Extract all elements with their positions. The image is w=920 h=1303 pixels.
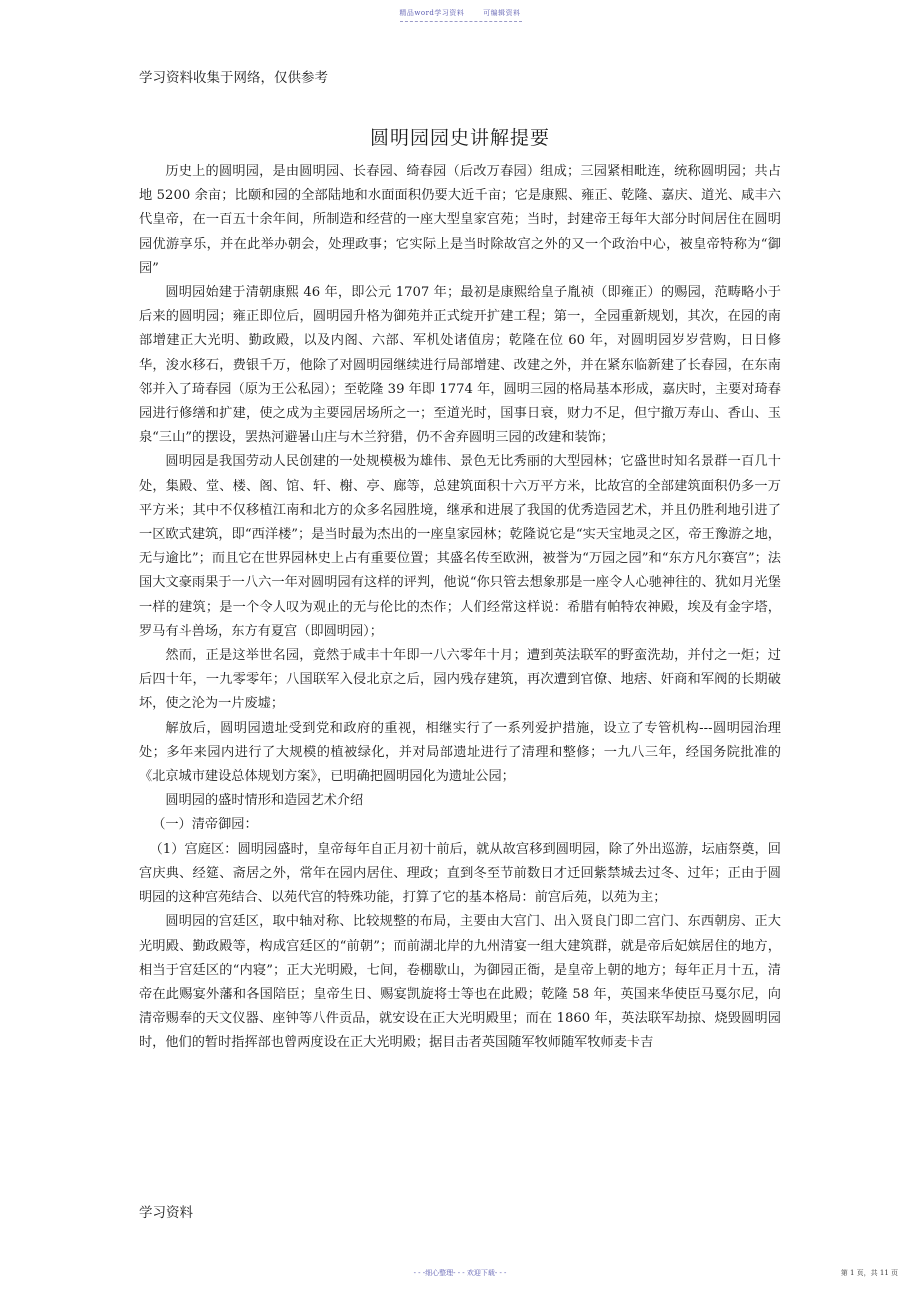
paragraph: （1）宫庭区：圆明园盛时，皇帝每年自正月初十前后，就从故宫移到圆明园，除了外出巡游，坛庙祭奠，回宫庆典、经筵、斋居之外，常年在园内居住、理政；直到冬至节前数日才迁回紫禁城去过冬、过年；正由于圆明园的这种宫苑结合、以苑代宫的特殊功能，打算了它的基本格局：前宫后苑，以苑为主；: [139, 841, 781, 906]
source-note: 学习资料收集于网络，仅供参考: [139, 70, 328, 86]
paragraph: 圆明园的宫廷区，取中轴对称、比较规整的布局，主要由大宫门、出入贤良门即二宫门、东西朝房、正大光明殿、勤政殿等，构成宫廷区的“前朝”；而前湖北岸的九州清宴一组大建筑群，就是帝后妃嫔居住的地方，相当于宫廷区的“内寝”；正大光明殿，七间，卷棚歇山，为御园正衙，是皇帝上朝的地方；每年正月十五，清帝在此赐宴外藩和各国陪臣；皇帝生日、赐宴凯旋将士等也在此殿；乾隆 58 年，英国来华使臣马戛尔尼，向清帝赐奉的天文仪器、座钟等八件贡品，就安设在正大光明殿里；而在 1860 年，英法联军劫掠、烧毁圆明园时，他们的暂时指挥部也曾两度设在正大光明殿；据目击者英国随军牧师随军牧师麦卡吉: [139, 914, 781, 1051]
section-heading: 圆明园的盛时情形和造园艺术介绍: [165, 793, 364, 809]
header-divider: [400, 21, 522, 22]
document-body: [139, 160, 781, 1056]
header-left-text: 精品word学习资料: [399, 9, 465, 17]
paragraph: 然而，正是这举世名园，竟然于咸丰十年即一八六零年十月；遭到英法联军的野蛮洗劫，并付之一炬；过后四十年，一九零零年；八国联军入侵北京之后，园内残存建筑，再次遭到官僚、地痞、奸商和军阀的长期破坏，使之沦为一片废墟；: [139, 648, 781, 712]
document-title: 圆明园园史讲解提要: [369, 127, 550, 149]
header-right-text: 可编辑资料: [483, 9, 521, 17]
paragraph: 圆明园是我国劳动人民创建的一处规模极为雄伟、景色无比秀丽的大型园林；它盛世时知名景群一百几十处，集殿、堂、楼、阁、馆、轩、榭、亭、廊等，总建筑面积十六万平方米，比故宫的全部建筑面积仍多一万平方米；其中不仅移植江南和北方的众多名园胜境，继承和进展了我国的优秀造园艺术，并且仍胜利地引进了一区欧式建筑，即“西洋楼”；是当时最为杰出的一座皇家园林；乾隆说它是“实天宝地灵之区，帝王豫游之地，无与逾比”；而且它在世界园林史上占有重要位置；其盛名传至欧洲，被誉为“万园之园”和“东方凡尔赛宫”；法国大文豪雨果于一八六一年对圆明园有这样的评判，他说“你只管去想象那是一座令人心驰神往的、犹如月光堡一样的建筑；是一个令人叹为观止的无与伦比的杰作；人们经常这样说：希腊有帕特农神殿，埃及有金字塔，罗马有斗兽场，东方有夏宫（即圆明园）；: [139, 454, 781, 639]
subsection-heading: （一）清帝御园：: [152, 817, 258, 833]
page-header: [0, 8, 920, 18]
paragraph: 解放后，圆明园遗址受到党和政府的重视，相继实行了一系列爱护措施，设立了专管机构---圆明园治理处；多年来园内进行了大规模的植被绿化，并对局部遗址进行了清理和整修；一九八三年，经国务院批准的《北京城市建设总体规划方案》，已明确把圆明园化为遗址公园；: [139, 720, 781, 785]
paragraph: 圆明园始建于清朝康熙 46 年，即公元 1707 年；最初是康熙给皇子胤祯（即雍正）的赐园，范畴略小于后来的圆明园；雍正即位后，圆明园升格为御苑并正式绽开扩建工程；第一，全园重新规划，其次，在园的南部增建正大光明、勤政殿，以及内阁、六部、军机处诸值房；乾隆在位 60 年，对圆明园岁岁营购，日日修华，浚水移石，费银千万，他除了对圆明园继续进行局部增建、改建之外，并在紧东临新建了长春园，在东南邻并入了琦春园（原为王公私园）；至乾隆 39 年即 1774 年，圆明三园的格局基本形成，嘉庆时，主要对琦春园进行修缮和扩建，使之成为主要园居场所之一；至道光时，国事日衰，财力不足，但宁撤万寿山、香山、玉泉“三山”的摆设，罢热河避暑山庄与木兰狩猎，仍不舍弃圆明三园的改建和装饰；: [139, 285, 781, 446]
footer-center-text: - - -细心整理- - - 欢迎下载- - -: [413, 1269, 507, 1277]
footer-label: 学习资料: [139, 1205, 193, 1221]
page-number: 第 1 页，共 11 页: [840, 1269, 898, 1277]
paragraph: 历史上的圆明园，是由圆明园、长春园、绮春园（后改万春园）组成；三园紧相毗连，统称圆明园；共占地 5200 余亩；比颐和园的全部陆地和水面面积仍要大近千亩；它是康熙、雍正、乾隆、嘉庆、道光、咸丰六代皇帝，在一百五十余年间，所制造和经营的一座大型皇家宫苑；当时，封建帝王每年大部分时间居住在圆明园优游享乐，并在此举办朝会，处理政事；它实际上是当时除故宫之外的又一个政治中心，被皇帝特称为“御园”: [139, 164, 781, 276]
